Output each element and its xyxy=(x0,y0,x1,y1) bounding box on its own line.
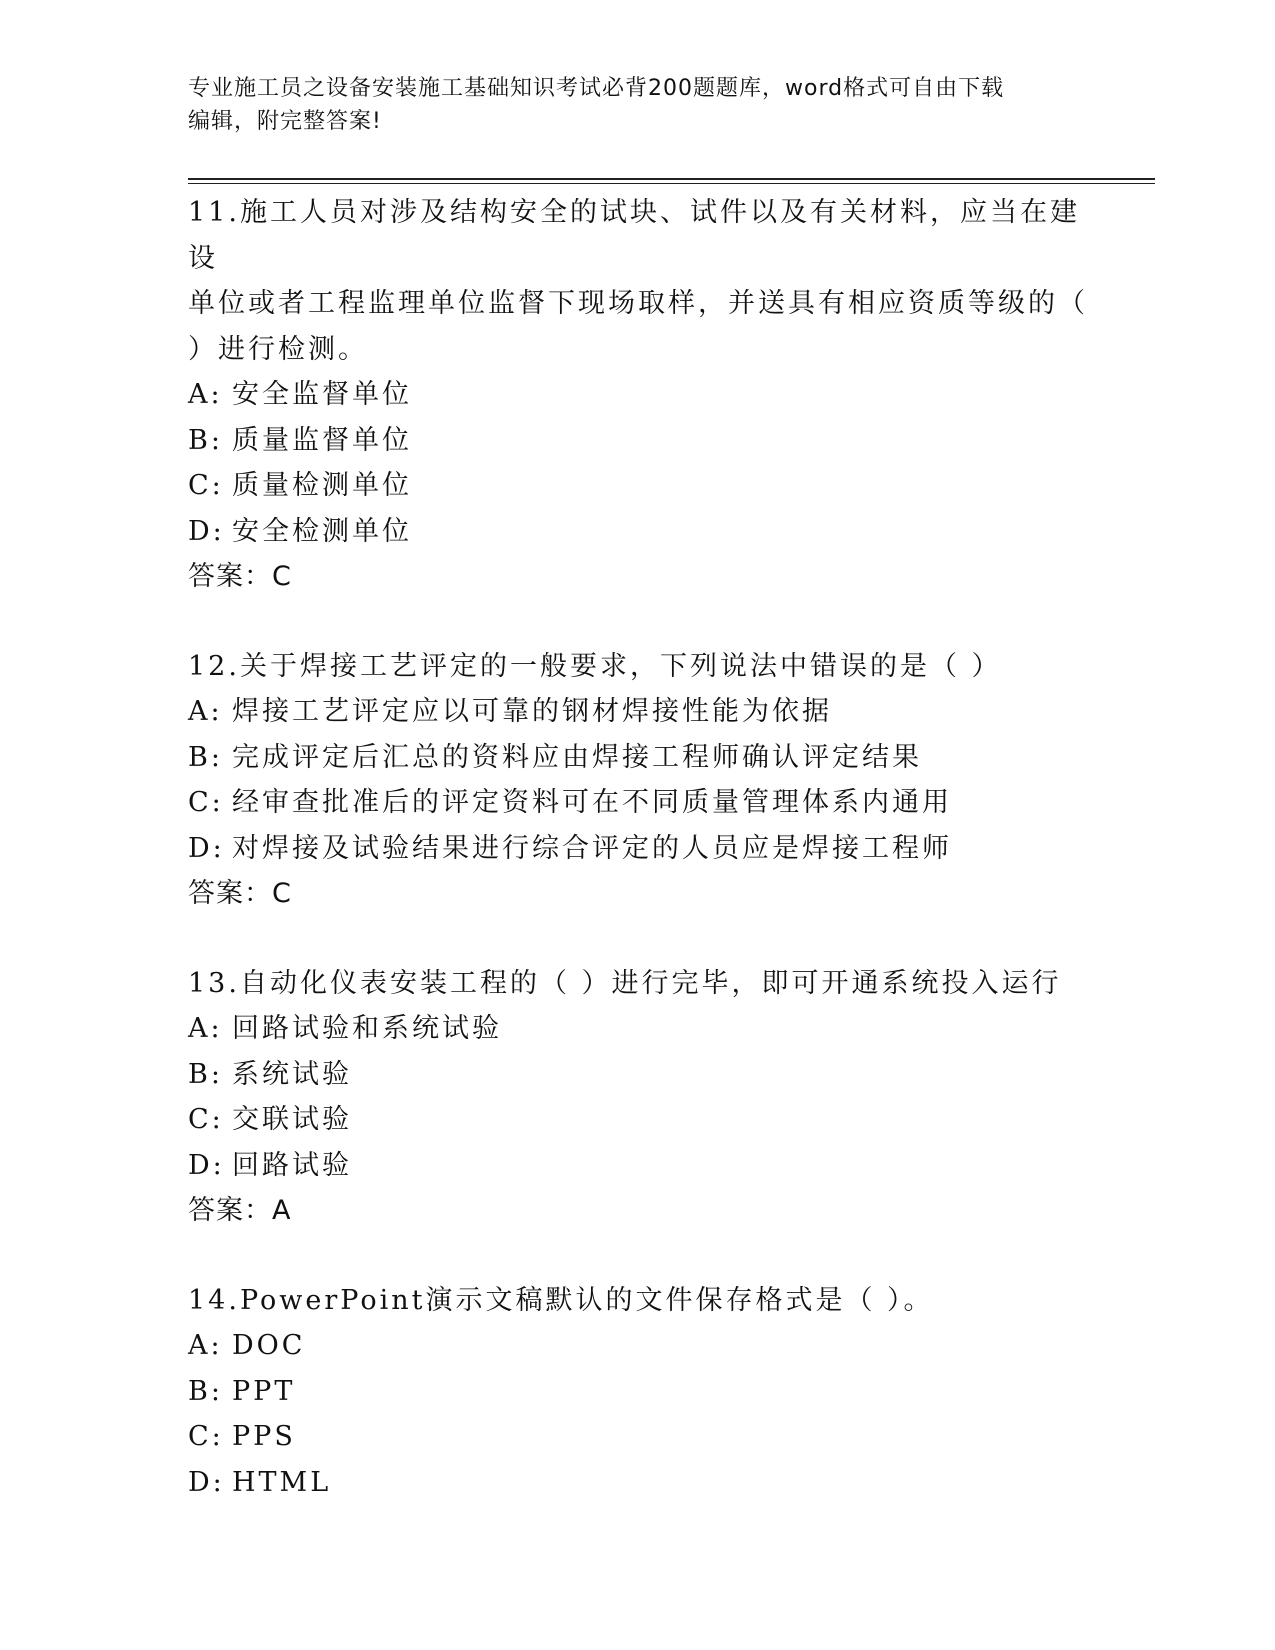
option-key: C: xyxy=(188,1421,224,1452)
option-b xyxy=(188,418,1088,464)
answer-line: 答案：C xyxy=(188,561,292,592)
option-text: 回路试验和系统试验 xyxy=(232,1013,502,1044)
question-stem-line: 11.施工人员对涉及结构安全的试块、试件以及有关材料，应当在建设 xyxy=(188,197,1080,274)
option-text: HTML xyxy=(232,1466,332,1498)
question-stem-line: 13.自动化仪表安装工程的（ ）进行完毕，即可开通系统投入运行 xyxy=(188,967,1062,999)
answer-line: 答案：A xyxy=(188,1195,292,1226)
option-key: D: xyxy=(188,515,225,547)
option-key: B: xyxy=(188,1058,223,1090)
option-a xyxy=(188,689,1088,735)
answer-line: 答案：C xyxy=(188,878,292,909)
option-text: 完成评定后汇总的资料应由焊接工程师确认评定结果 xyxy=(232,741,922,773)
option-key: A: xyxy=(188,696,223,727)
option-d xyxy=(188,1460,1088,1506)
question-list xyxy=(188,190,1088,1549)
header-divider-thick xyxy=(188,178,1155,180)
option-d xyxy=(188,509,1088,555)
option-c xyxy=(188,780,1088,826)
option-text: 回路试验 xyxy=(232,1149,352,1181)
option-key: C: xyxy=(188,787,224,818)
question-stem-line: 14.PowerPoint演示文稿默认的文件保存格式是（ ）。 xyxy=(188,1284,934,1316)
option-text: 经审查批准后的评定资料可在不同质量管理体系内通用 xyxy=(232,787,952,818)
option-text: DOC xyxy=(232,1330,306,1361)
header-title-line-2: 编辑，附完整答案! xyxy=(188,109,382,134)
document-header xyxy=(188,72,1068,138)
option-text: PPS xyxy=(232,1421,296,1452)
question-14 xyxy=(188,1278,1088,1506)
option-key: D: xyxy=(188,1466,225,1498)
header-title-line-1: 专业施工员之设备安装施工基础知识考试必背200题题库，word格式可自由下载 xyxy=(188,76,1005,101)
option-key: D: xyxy=(188,832,225,864)
option-b xyxy=(188,1369,1088,1415)
question-13 xyxy=(188,961,1088,1234)
option-c xyxy=(188,1097,1088,1143)
question-stem-line: ）进行检测。 xyxy=(188,333,368,365)
option-text: 焊接工艺评定应以可靠的钢材焊接性能为依据 xyxy=(232,696,832,727)
option-a xyxy=(188,372,1088,418)
option-a xyxy=(188,1006,1088,1052)
option-key: C: xyxy=(188,470,224,501)
option-key: B: xyxy=(188,424,223,456)
option-text: 交联试验 xyxy=(232,1104,352,1135)
question-stem-line: 12.关于焊接工艺评定的一般要求，下列说法中错误的是（ ） xyxy=(188,650,1002,682)
option-key: A: xyxy=(188,379,223,410)
option-text: 系统试验 xyxy=(232,1058,352,1090)
option-d xyxy=(188,826,1088,872)
option-key: B: xyxy=(188,1375,223,1407)
option-text: 安全监督单位 xyxy=(232,379,412,410)
option-text: 对焊接及试验结果进行综合评定的人员应是焊接工程师 xyxy=(232,832,952,864)
option-b xyxy=(188,1052,1088,1098)
question-12 xyxy=(188,644,1088,917)
option-text: 质量检测单位 xyxy=(232,470,412,501)
option-c xyxy=(188,1414,1088,1460)
header-divider-thin xyxy=(188,183,1155,184)
question-11 xyxy=(188,190,1088,600)
option-text: 安全检测单位 xyxy=(232,515,412,547)
option-b xyxy=(188,735,1088,781)
option-key: D: xyxy=(188,1149,225,1181)
option-text: PPT xyxy=(232,1375,296,1407)
option-text: 质量监督单位 xyxy=(232,424,412,456)
option-c xyxy=(188,463,1088,509)
option-key: A: xyxy=(188,1013,223,1044)
option-key: C: xyxy=(188,1104,224,1135)
option-key: A: xyxy=(188,1330,223,1361)
option-a xyxy=(188,1323,1088,1369)
option-d xyxy=(188,1143,1088,1189)
option-key: B: xyxy=(188,741,223,773)
question-stem-line: 单位或者工程监理单位监督下现场取样，并送具有相应资质等级的（ xyxy=(188,288,1088,319)
